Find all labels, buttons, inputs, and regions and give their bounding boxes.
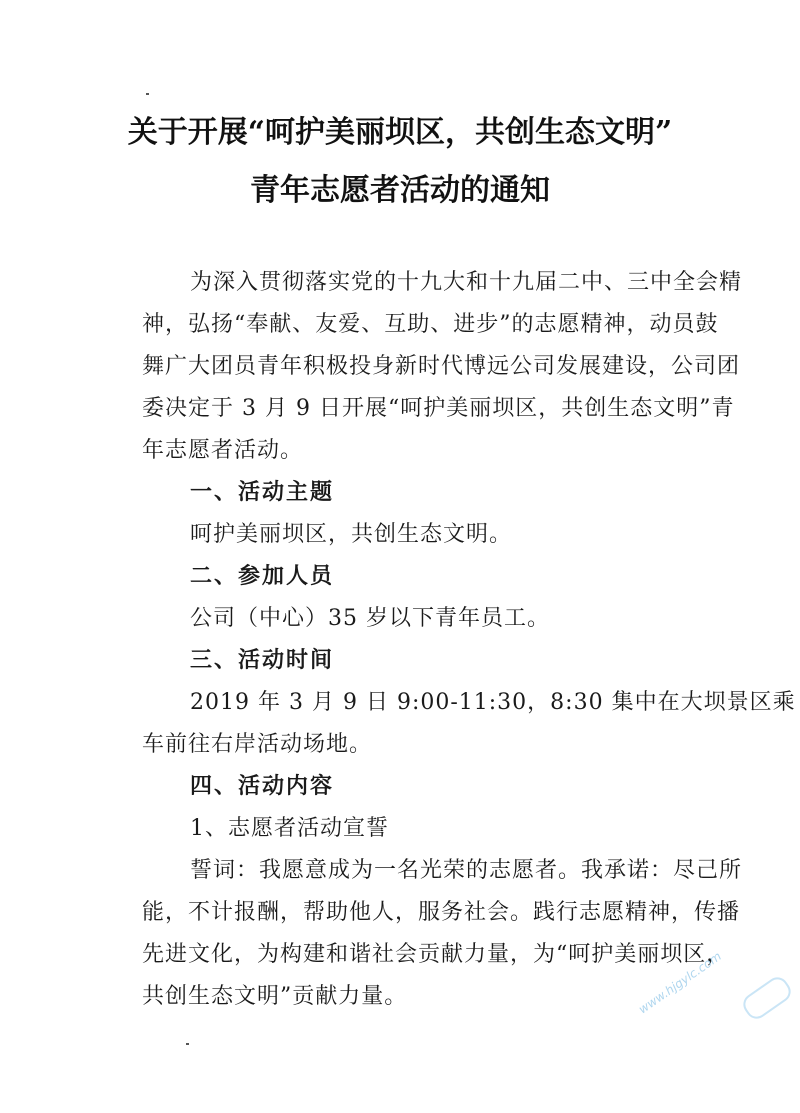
intro-line-1: 为深入贯彻落实党的十九大和十九届二中、三中全会精 bbox=[190, 270, 743, 295]
intro-line-3: 舞广大团员青年积极投身新时代博远公司发展建设，公司团 bbox=[142, 354, 741, 379]
oath-line-2: 能，不计报酬，帮助他人，服务社会。践行志愿精神，传播 bbox=[142, 900, 741, 925]
oath-line-3: 先进文化，为构建和谐社会贡献力量，为“呵护美丽坝区， bbox=[142, 942, 730, 967]
section-body-theme: 呵护美丽坝区，共创生态文明。 bbox=[190, 522, 513, 547]
section-heading-participants: 二、参加人员 bbox=[190, 564, 335, 589]
scan-speck bbox=[146, 93, 149, 95]
section-heading-theme: 一、活动主题 bbox=[190, 480, 335, 505]
oath-line-4: 共创生态文明”贡献力量。 bbox=[142, 984, 408, 1009]
section-heading-time: 三、活动时间 bbox=[190, 648, 335, 673]
section-body-participants: 公司（中心）35 岁以下青年员工。 bbox=[190, 606, 550, 631]
intro-line-2: 神，弘扬“奉献、友爱、互助、进步”的志愿精神，动员鼓 bbox=[142, 312, 719, 337]
intro-line-5: 年志愿者活动。 bbox=[142, 438, 304, 463]
watermark-logo-icon bbox=[739, 973, 795, 1023]
oath-line-1: 誓词：我愿意成为一名光荣的志愿者。我承诺：尽己所 bbox=[190, 858, 743, 883]
watermark-text: www.hjgylc.com bbox=[636, 949, 724, 1017]
section-body-time-line-1: 2019 年 3 月 9 日 9:00-11:30，8:30 集中在大坝景区乘 bbox=[190, 690, 796, 715]
document-title-line1: 关于开展“呵护美丽坝区，共创生态文明” bbox=[127, 115, 673, 150]
section-body-time-line-2: 车前往右岸活动场地。 bbox=[142, 732, 373, 757]
scan-speck bbox=[186, 1043, 189, 1045]
content-item-1: 1、志愿者活动宣誓 bbox=[190, 816, 389, 841]
section-heading-content: 四、活动内容 bbox=[190, 774, 335, 799]
intro-line-4: 委决定于 3 月 9 日开展“呵护美丽坝区，共创生态文明”青 bbox=[142, 396, 735, 421]
document-title-line2: 青年志愿者活动的通知 bbox=[250, 173, 550, 208]
